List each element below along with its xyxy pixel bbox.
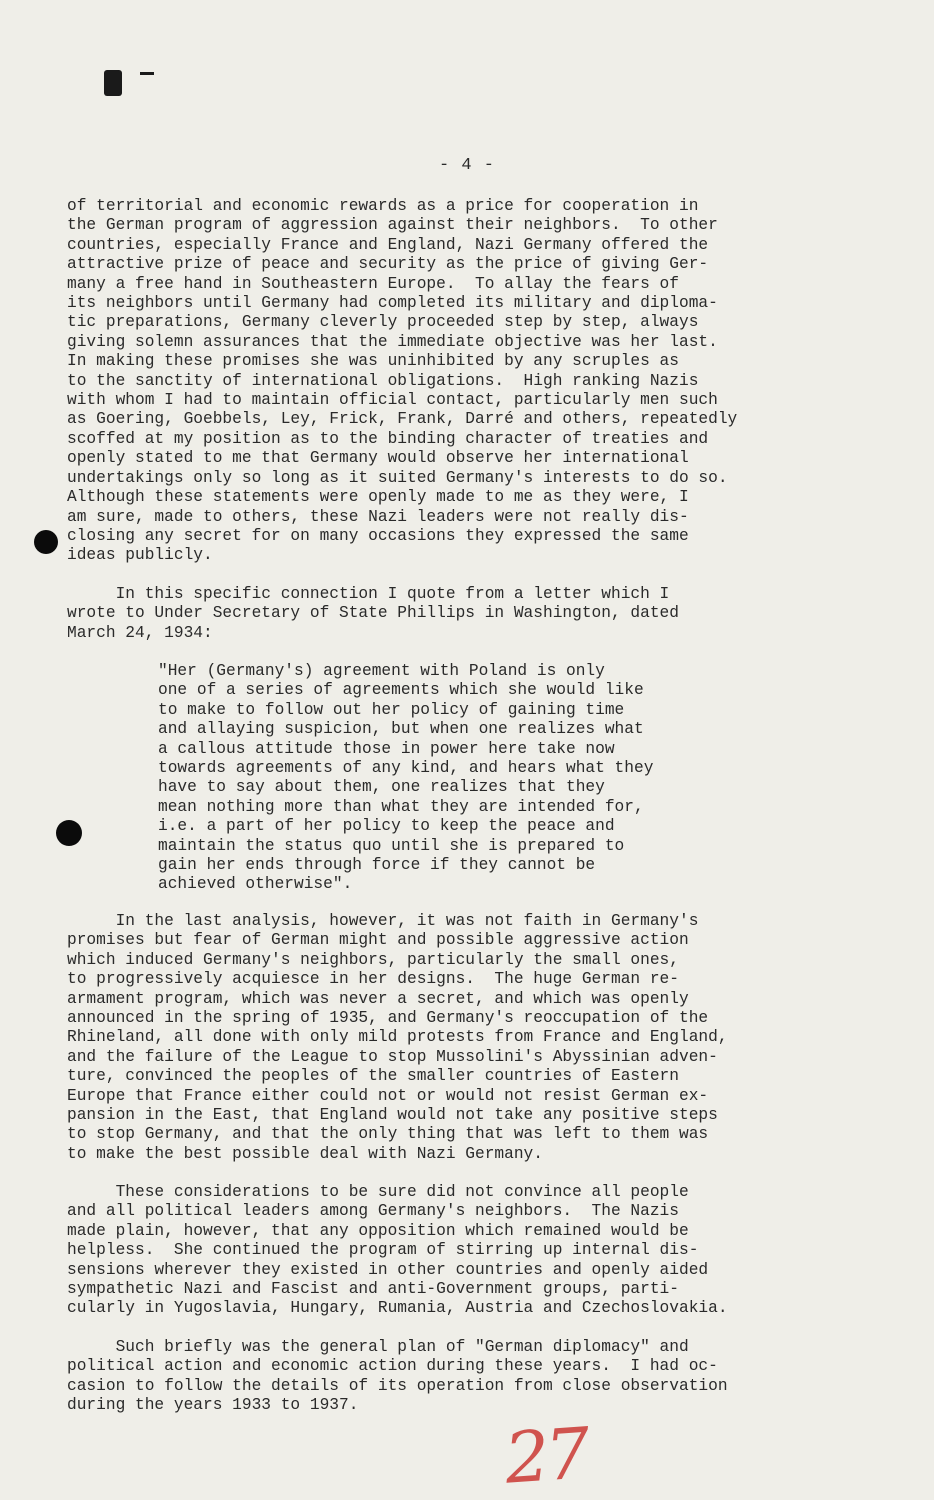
ink-mark: [140, 72, 154, 75]
paragraph-3: In the last analysis, however, it was not faith in Germany's promises but fear of German might and possible aggressive action which induced Germany's neighbors, particularly the small ones, to progressively acquiesce in her designs. The huge German re- armament program, which was never a secret, and which was openly announced in the spring of 1935, and Germany's reoccupation of the Rhineland, all done with only mild protests from France and England, and the failure of the League to stop Mussolini's Abyssinian adven- ture, convinced the peoples of the smaller countries of Eastern Europe that France either could not or would not resist German ex- pansion in the East, that England would not take any positive steps to stop Germany, and that the only thing that was left to them was to make the best possible deal with Nazi Germany.: [67, 912, 728, 1163]
paragraph-4: These considerations to be sure did not convince all people and all political leaders among Germany's neighbors. The Nazis made plain, however, that any opposition which remained would be helpless. She continued the program of stirring up internal dis- sensions wherever they existed in other countries and openly aided sympathetic Nazi and Fascist and anti-Government groups, parti- cularly in Yugoslavia, Hungary, Rumania, Austria and Czechoslovakia.: [67, 1183, 728, 1318]
punch-hole-bottom: [56, 820, 82, 846]
paragraph-2: In this specific connection I quote from a letter which I wrote to Under Secretary of State Phillips in Washington, dated March 24, 1934:: [67, 585, 679, 642]
paragraph-5: Such briefly was the general plan of "German diplomacy" and political action and economic action during these years. I had oc- casion to follow the details of its operation from close observation during the years 1933 to 1937.: [67, 1338, 728, 1415]
handwritten-page-number: 27: [502, 1412, 589, 1500]
block-quote: "Her (Germany's) agreement with Poland is only one of a series of agreements which she would like to make to follow out her policy of gaining time and allaying suspicion, but when one realizes what a callous attitude those in power here take now towards agreements of any kind, and hears what they have to say about them, one realizes that they mean nothing more than what they are intended for, i.e. a part of her policy to keep the peace and maintain the status quo until she is prepared to gain her ends through force if they cannot be achieved otherwise".: [158, 662, 654, 894]
page-number: - 4 -: [438, 156, 495, 175]
paragraph-1: of territorial and economic rewards as a price for cooperation in the German program of aggression against their neighbors. To other countries, especially France and England, Nazi Germany offered the attractive prize of peace and security as the price of giving Ger- many a free hand in Southeastern Europe. To allay the fears of its neighbors until Germany had completed its military and diploma- tic preparations, Germany cleverly proceeded step by step, always giving solemn assurances that the immediate objective was her last. In making these promises she was uninhibited by any scruples as to the sanctity of international obligations. High ranking Nazis with whom I had to maintain official contact, particularly men such as Goering, Goebbels, Ley, Frick, Frank, Darré and others, repeatedly scoffed at my position as to the binding character of treaties and openly stated to me that Germany would observe her international undertakings only so long as it suited Germany's interests to do so. Although these statements were openly made to me as they were, I am sure, made to others, these Nazi leaders were not really dis- closing any secret for on many occasions they expressed the same ideas publicly.: [67, 197, 738, 565]
ink-smudge: [104, 70, 122, 96]
punch-hole-top: [34, 530, 58, 554]
